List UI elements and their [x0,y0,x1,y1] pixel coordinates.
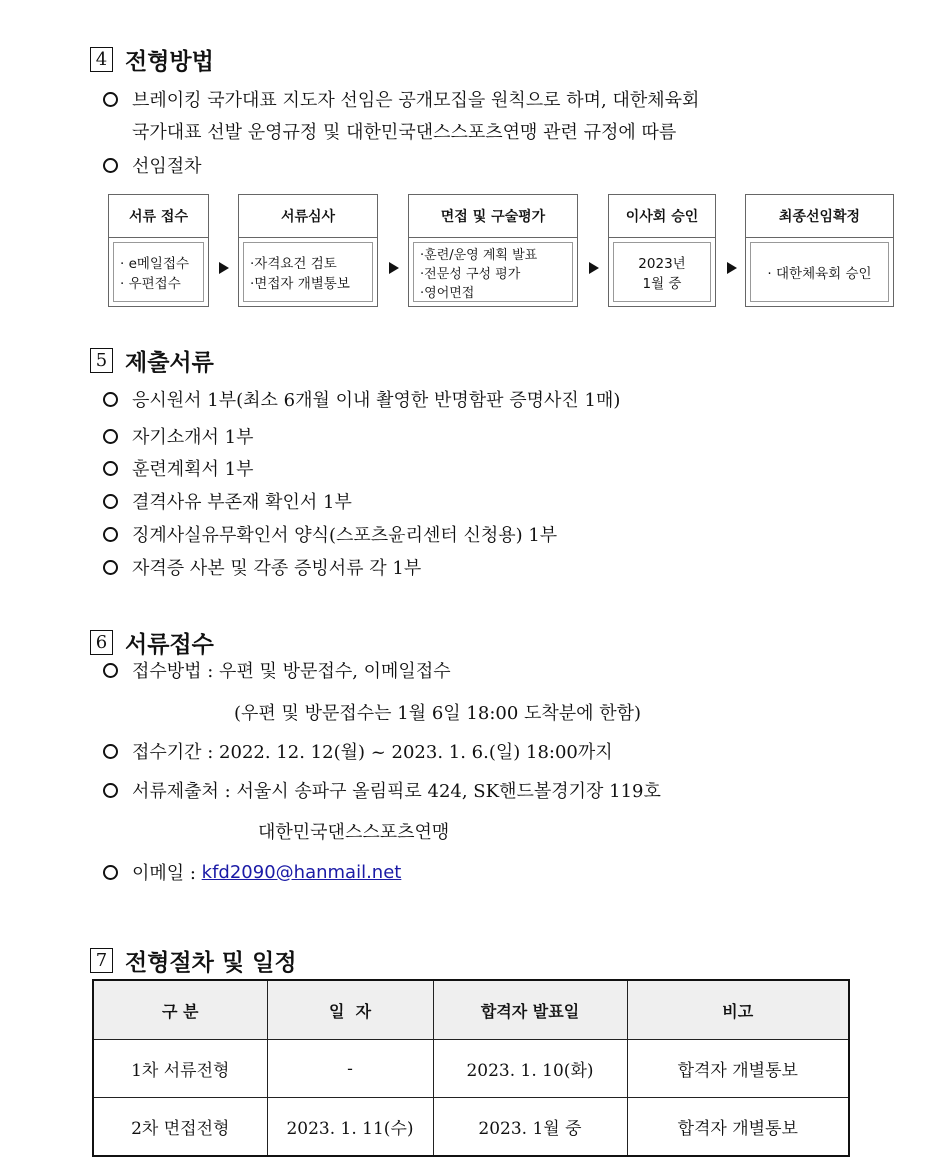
step-line: ·영어면접 [420,285,475,301]
step-line: · e메일접수 [120,256,190,272]
bullet-item [103,455,254,481]
table-header-row [93,980,849,1040]
column-header: 비고 [627,980,849,1040]
section-number: 5 [90,348,113,373]
table-cell: 2023. 1월 중 [433,1098,627,1157]
bullet-item [103,488,352,514]
bullet-text: 응시원서 1부(최소 6개월 이내 촬영한 반명함판 증명사진 1매) [132,390,621,411]
step-body [745,237,894,307]
bullet-item [103,777,661,803]
process-step [408,194,578,307]
arrow-right-icon [727,262,737,274]
table-cell: 합격자 개별통보 [627,1098,849,1157]
section-title-text: 전형방법 [125,49,214,75]
step-line: · 우편접수 [120,276,181,292]
circle-bullet-icon [103,865,118,880]
table-cell: 1차 서류전형 [93,1040,267,1098]
section-6-title [90,626,214,659]
step-line: 2023년 [638,256,686,272]
step-line: · 대한체육회 승인 [767,266,872,282]
step-heading: 서류심사 [238,194,378,237]
bullet-item [103,386,620,412]
step-body [238,237,378,307]
step-line: ·자격요건 검토 [250,256,337,272]
step-body [608,237,716,307]
section-title-text: 서류접수 [125,632,214,658]
circle-bullet-icon [103,158,118,173]
bullet-text: 서류제출처 : 서울시 송파구 올림픽로 424, SK핸드볼경기장 119호 [132,781,661,802]
section-5-title [90,344,214,377]
bullet-item [103,423,254,449]
arrow-right-icon [589,262,599,274]
process-step [745,194,894,307]
bullet-item [103,738,613,764]
table-cell: 합격자 개별통보 [627,1040,849,1098]
bullet-text: 훈련계획서 1부 [132,459,254,480]
address-org: 대한민국댄스스포츠연맹 [258,822,450,843]
table-cell: - [267,1040,433,1098]
section-4-title [90,43,214,76]
column-header: 일 자 [267,980,433,1040]
schedule-table [92,979,850,1157]
step-line: 1월 중 [642,276,682,292]
bullet-text: 결격사유 부존재 확인서 1부 [132,492,352,513]
step-line: ·훈련/운영 계획 발표 [420,247,538,263]
table-row [93,1040,849,1098]
table-cell: 2023. 1. 11(수) [267,1098,433,1157]
circle-bullet-icon [103,560,118,575]
process-step [108,194,209,307]
bullet-item [103,657,451,683]
process-step [238,194,378,307]
column-header: 구 분 [93,980,267,1040]
note-text: (우편 및 방문접수는 1월 6일 18:00 도착분에 한함) [234,703,642,724]
circle-bullet-icon [103,92,118,107]
section-number: 7 [90,948,113,973]
table-cell: 2023. 1. 10(화) [433,1040,627,1098]
step-heading: 면접 및 구술평가 [408,194,578,237]
circle-bullet-icon [103,527,118,542]
circle-bullet-icon [103,783,118,798]
email-label: 이메일 : [132,863,202,884]
step-heading: 이사회 승인 [608,194,716,237]
bullet-text: 자격증 사본 및 각종 증빙서류 각 1부 [132,558,422,579]
table-row [93,1098,849,1157]
bullet-item [103,859,401,885]
bullet-text: 선임절차 [132,156,202,177]
bullet-text: 접수방법 : 우편 및 방문접수, 이메일접수 [132,661,451,682]
process-step [608,194,716,307]
bullet-item [103,86,699,112]
section-title-text: 제출서류 [125,350,214,376]
circle-bullet-icon [103,663,118,678]
section-number: 4 [90,47,113,72]
bullet-item [103,554,421,580]
circle-bullet-icon [103,392,118,407]
bullet-item [103,521,557,547]
circle-bullet-icon [103,494,118,509]
step-line: ·전문성 구성 평가 [420,266,521,282]
arrow-right-icon [219,262,229,274]
bullet-text: 접수기간 : 2022. 12. 12(월) ~ 2023. 1. 6.(일) 18:00까지 [132,742,613,763]
arrow-right-icon [389,262,399,274]
column-header: 합격자 발표일 [433,980,627,1040]
bullet-continuation: 국가대표 선발 운영규정 및 대한민국댄스스포츠연맹 관련 규정에 따름 [132,122,677,143]
step-body [108,237,209,307]
circle-bullet-icon [103,429,118,444]
bullet-text: 브레이킹 국가대표 지도자 선임은 공개모집을 원칙으로 하며, 대한체육회 [132,90,700,111]
circle-bullet-icon [103,744,118,759]
table-cell: 2차 면접전형 [93,1098,267,1157]
email-link[interactable]: kfd2090@hanmail.net [201,861,402,883]
step-heading: 최종선임확정 [745,194,894,237]
section-title-text: 전형절차 및 일정 [125,950,297,976]
circle-bullet-icon [103,461,118,476]
section-7-title [90,944,297,977]
step-heading: 서류 접수 [108,194,209,237]
step-body [408,237,578,307]
bullet-text: 자기소개서 1부 [132,427,254,448]
step-line: ·면접자 개별통보 [250,276,350,292]
section-number: 6 [90,630,113,655]
bullet-text: 징계사실유무확인서 양식(스포츠윤리센터 신청용) 1부 [132,525,558,546]
bullet-item [103,152,202,178]
